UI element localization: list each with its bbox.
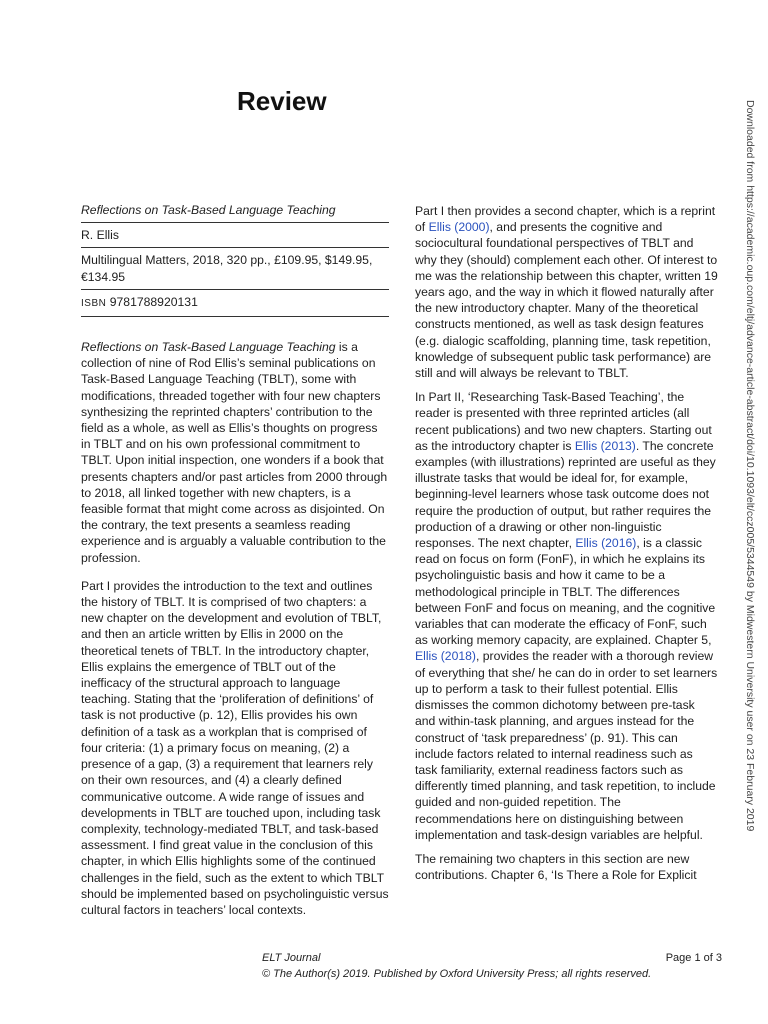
book-title: Reflections on Task-Based Language Teaching: [81, 203, 336, 217]
left-column: [81, 202, 389, 926]
citation-link[interactable]: Ellis (2013): [574, 438, 636, 453]
download-sidebar: [744, 100, 758, 920]
paragraph: Part I provides the introduction to the text and outlines the history of TBLT. It is comprised of two chapters: a new chapter on the development and evolution of TBLT, and then an article written by Ellis in 2000 on the theoretical tenets of TBLT. In the introductory chapter, Ellis explains the emergence of TBLT out of the inefficacy of the structural approach to language teaching. Stating that the ‘proliferation of definitions’ of task is not productive (p. 12), Ellis provides his own definition of a task as a workplan that is comprised of four criteria: (1) a primary focus on meaning, (2) a presence of a gap, (3) a requirement that learners rely on their own resources, and (4) a clearly defined communicative outcome. A wide range of issues and developments in TBLT are touched upon, including task complexity, technology-mediated TBLT, and task-based assessment. I find great value in the conclusion of this chapter, in which Ellis highlights some of the continued challenges in the field, such as the extent to which TBLT should be implemented based on psycholinguistic versus cultural factors in teachers’ local contexts.: [81, 578, 389, 917]
journal-name: ELT Journal: [262, 952, 321, 964]
copyright: © The Author(s) 2019. Published by Oxford University Press; all rights reserved.: [262, 968, 652, 980]
book-isbn: [81, 289, 389, 317]
citation-link[interactable]: Ellis (2016): [575, 536, 637, 551]
page-number: Page 1 of 3: [665, 952, 722, 964]
paragraph: The remaining two chapters in this section are new contributions. Chapter 6, ‘Is There a Role for Explicit: [415, 851, 697, 883]
paragraph: In Part II, ‘Researching Task-Based Teaching’, the reader is presented with three reprinted articles (all recent publications) and two new chapters. Starting out as the introductory chapter is Ellis (2013). The concrete examples (with illustrations) reprinted are useful as they illustrate tasks that would be ideal for, for example, beginning-level learners whose task outcome does not require the production of output, but rather requires the production of a drawing or other non-linguistic responses. The next chapter, Ellis (2016), is a classic read on focus on form (FonF), in which he explains its psycholinguistic basis and how it came to be a methodological principle in TBLT. The differences between FonF and focus on meaning, and the cognitive variables that can moderate the efficacy of FonF, such as working memory capacity, are explained. Chapter 5, Ellis (2018), provides the reader with a thorough review of everything that she/ he can do in order to set learners up to perform a task to their fullest potential. Ellis dismisses the common dichotomy between pre-task and within-task planning, and argues instead for the construct of ‘task preparedness’ (p. 91). This can include factors related to internal readiness such as task familiarity, external readiness factors such as differently timed planning, and task repetition, to include guided and non-guided repetition. The recommendations here on distinguishing between implementation and task-design variables are helpful.: [415, 390, 718, 842]
book-title-inline: Reflections on Task-Based Language Teaching: [81, 340, 336, 355]
download-notice: Downloaded from https://academic.oup.com/eltj/advance-article-abstract/doi/10.1093/elt/ccz005/5344549 by Midwestern University user on 23 February 2019: [744, 100, 756, 832]
citation-link[interactable]: Ellis (2000): [428, 220, 490, 235]
book-author: R. Ellis: [81, 222, 389, 247]
page-title: Review: [237, 86, 327, 116]
isbn-label: ISBN: [81, 297, 107, 309]
isbn-value: 9781788920131: [109, 294, 198, 309]
page-footer: [262, 950, 722, 982]
citation-link[interactable]: Ellis (2018): [415, 649, 476, 664]
right-column: [415, 203, 718, 891]
paragraph: Reflections on Task-Based Language Teaching is a collection of nine of Rod Ellis’s seminal publications on Task-Based Language Teaching (TBLT), some with modifications, threaded together with four new chapters synthesizing the reprinted chapters’ contribution to the field as a whole, as well as Ellis’s thoughts on progress in TBLT and on his own professional commitment to TBLT. Upon initial inspection, one wonders if a book that presents chapters and/or past articles from 2000 through to 2018, all linked together with new chapters, is a feasible format that might come across as disjointed. On the contrary, the text presents a seamless reading experience and is arguably a valuable contribution to the profession.: [81, 340, 388, 565]
book-publisher: Multilingual Matters, 2018, 320 pp., £109.95, $149.95, €134.95: [81, 247, 389, 288]
paragraph: Part I then provides a second chapter, which is a reprint of Ellis (2000), and presents the cognitive and sociocultural foundational perspectives of TBLT and why they (should) complement each other. Of interest to me was the relationship between this chapter, written 19 years ago, and the way in which it flowed naturally after the new introductory chapter. Many of the theoretical constructs mentioned, as well as task design features (e.g. dialogic scaffolding, planning time, task repetition, knowledge of subsequent public task performance) are still and will always be relevant to TBLT.: [415, 204, 718, 381]
